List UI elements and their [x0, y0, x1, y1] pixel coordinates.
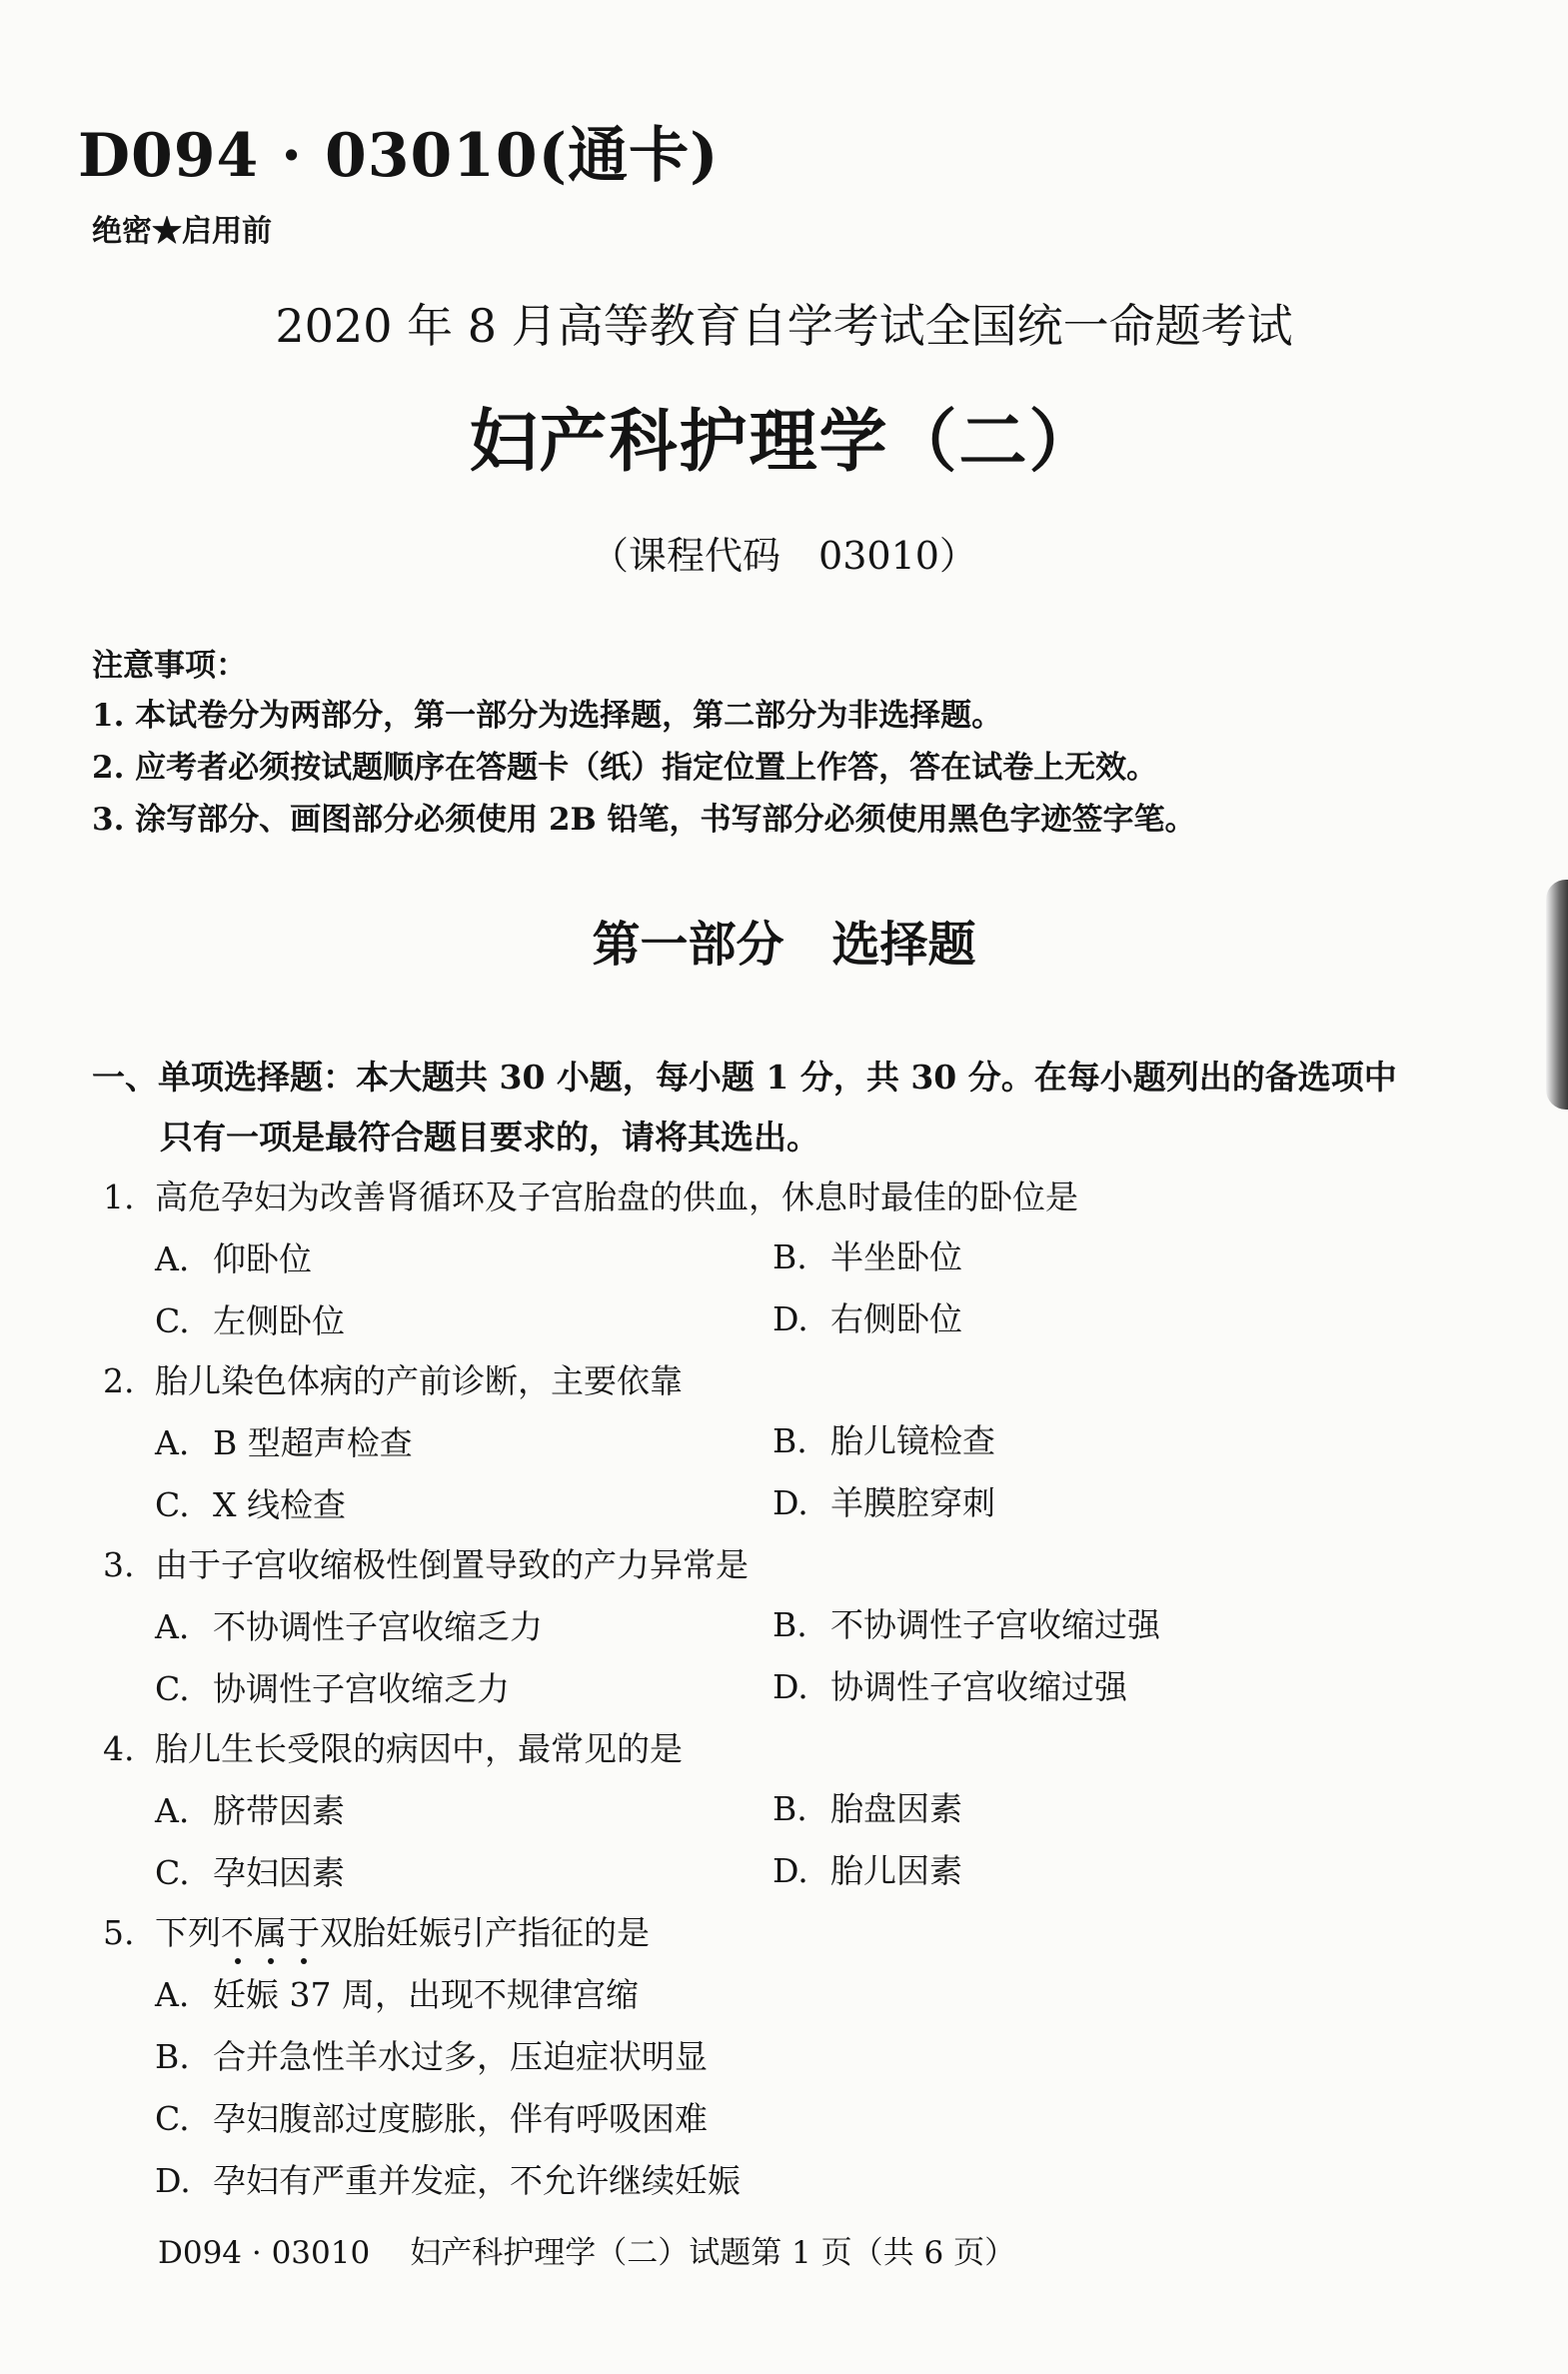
- section-heading-line2: 只有一项是最符合题目要求的，请将其选出。: [160, 1118, 819, 1157]
- option-c: C. 孕妇因素: [155, 1853, 345, 1892]
- course-code: （课程代码 03010）: [591, 534, 977, 578]
- section-heading: [92, 1048, 1411, 1168]
- emphasis-dot: [268, 1958, 274, 1964]
- question-text: 高危孕妇为改善肾循环及子宫胎盘的供血，休息时最佳的卧位是: [155, 1178, 1078, 1216]
- exam-title: 2020 年 8 月高等教育自学考试全国统一命题考试: [275, 299, 1293, 353]
- option-b: B. 胎盘因素: [773, 1789, 962, 1828]
- option-a: A. B 型超声检查: [155, 1423, 413, 1462]
- option-b: B. 胎儿镜检查: [773, 1421, 995, 1460]
- question-stem: [103, 1907, 650, 1954]
- option-d: D. 胎儿因素: [773, 1851, 962, 1890]
- emphasis-dot: [301, 1958, 307, 1964]
- option-c: C. X 线检查: [155, 1485, 346, 1524]
- option-a: A. 脐带因素: [155, 1791, 345, 1830]
- emphasis-not: 不属于: [221, 1913, 320, 1952]
- question-text: 胎儿生长受限的病因中，最常见的是: [155, 1729, 683, 1768]
- option-b: B. 不协调性子宫收缩过强: [773, 1605, 1160, 1644]
- option-b: B. 合并急性羊水过多，压迫症状明显: [155, 2037, 708, 2076]
- question-stem: [103, 1172, 1078, 1218]
- question-text-after: 双胎妊娠引产指征的是: [320, 1913, 650, 1952]
- notice-heading: 注意事项：: [92, 648, 247, 684]
- option-b: B. 半坐卧位: [773, 1237, 962, 1276]
- option-a: A. 不协调性子宫收缩乏力: [155, 1607, 543, 1646]
- option-a: A. 仰卧位: [155, 1239, 312, 1278]
- question-stem: [103, 1355, 683, 1402]
- footer-page-info: 妇产科护理学（二）试题第 1 页（共 6 页）: [410, 2235, 1016, 2271]
- option-c: C. 左侧卧位: [155, 1301, 345, 1340]
- option-d: D. 羊膜腔穿刺: [773, 1483, 995, 1522]
- paper-code: D094 · 03010(通卡): [78, 121, 720, 191]
- notice-item: 1. 本试卷分为两部分，第一部分为选择题，第二部分为非选择题。: [92, 698, 1003, 734]
- notice-item: 2. 应考者必须按试题顺序在答题卡（纸）指定位置上作答，答在试卷上无效。: [92, 750, 1158, 786]
- question-number: 5.: [103, 1913, 135, 1952]
- question-number: 2.: [103, 1361, 135, 1400]
- option-d: D. 协调性子宫收缩过强: [773, 1667, 1127, 1706]
- question-stem: [103, 1539, 749, 1586]
- option-d: D. 孕妇有严重并发症，不允许继续妊娠: [155, 2161, 741, 2200]
- option-d: D. 右侧卧位: [773, 1299, 962, 1338]
- option-c: C. 协调性子宫收缩乏力: [155, 1669, 510, 1708]
- notice-item: 3. 涂写部分、画图部分必须使用 2B 铅笔，书写部分必须使用黑色字迹签字笔。: [92, 802, 1196, 838]
- page-footer: [158, 2227, 1015, 2272]
- question-text-before: 下列: [155, 1913, 221, 1952]
- question-text: 胎儿染色体病的产前诊断，主要依靠: [155, 1361, 683, 1400]
- question-number: 3.: [103, 1545, 135, 1584]
- subject-title: 妇产科护理学（二）: [469, 402, 1099, 482]
- option-c: C. 孕妇腹部过度膨胀，伴有呼吸困难: [155, 2099, 708, 2138]
- question-number: 4.: [103, 1729, 135, 1768]
- question-number: 1.: [103, 1178, 135, 1216]
- emphasis-dot: [235, 1958, 241, 1964]
- section-heading-line1: 一、单项选择题：本大题共 30 小题，每小题 1 分，共 30 分。在每小题列出的备选项中: [92, 1058, 1397, 1097]
- question-text: 由于子宫收缩极性倒置导致的产力异常是: [155, 1545, 749, 1584]
- option-a: A. 妊娠 37 周，出现不规律宫缩: [155, 1975, 639, 2014]
- part-title: 第一部分 选择题: [592, 917, 976, 973]
- question-stem: [103, 1723, 683, 1770]
- confidential-mark: 绝密★启用前: [92, 214, 272, 249]
- footer-code: D094 · 03010: [158, 2235, 371, 2271]
